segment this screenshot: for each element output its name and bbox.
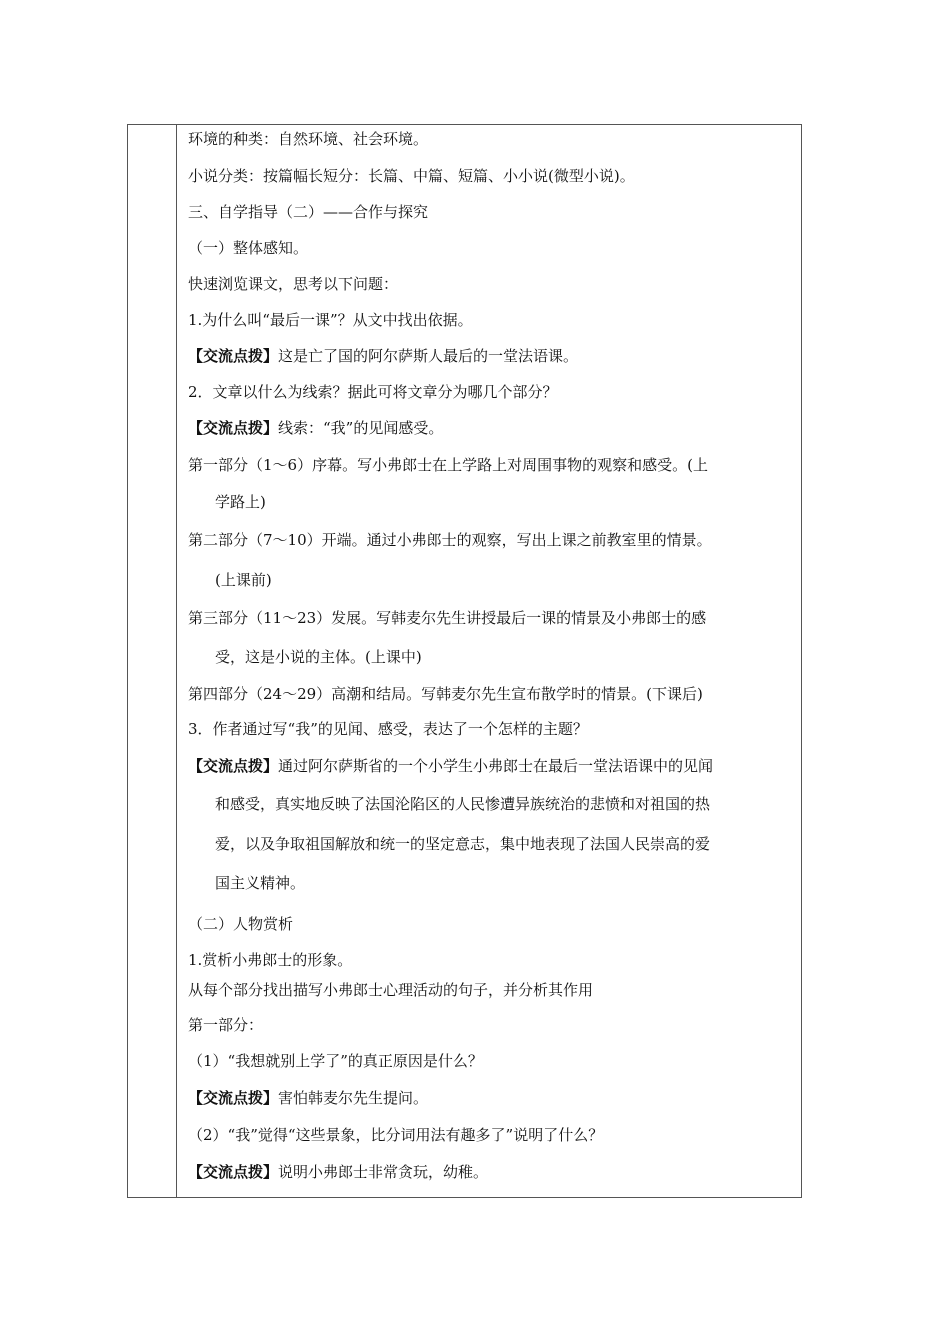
text-line: 爱，以及争取祖国解放和统一的坚定意志，集中地表现了法国人民崇高的爱 xyxy=(215,835,711,853)
answer-tag: 【交流点拨】 xyxy=(188,757,279,775)
lesson-table xyxy=(127,124,802,1198)
question: 3．作者通过写“我”的见闻、感受，表达了一个怎样的主题？ xyxy=(188,720,588,738)
answer-tag: 【交流点拨】 xyxy=(188,1089,279,1107)
text-line: 快速浏览课文，思考以下问题： xyxy=(188,275,399,293)
text-line: 受，这是小说的主体。(上课中) xyxy=(215,648,422,666)
answer: 【交流点拨】说明小弗郎士非常贪玩，幼稚。 xyxy=(188,1163,489,1181)
question: 1.为什么叫“最后一课”？从文中找出依据。 xyxy=(188,311,473,329)
text-line: 和感受，真实地反映了法国沦陷区的人民惨遭异族统治的悲愤和对祖国的热 xyxy=(215,795,711,813)
text-line: 环境的种类：自然环境、社会环境。 xyxy=(188,130,429,148)
text-line: 学路上) xyxy=(215,493,266,511)
text-line: 第一部分： xyxy=(188,1016,264,1034)
text-line: 从每个部分找出描写小弗郎士心理活动的句子，并分析其作用 xyxy=(188,981,594,999)
answer: 【交流点拨】线索：“我”的见闻感受。 xyxy=(188,419,444,437)
text-line: 第三部分（11～23）发展。写韩麦尔先生讲授最后一课的情景及小弗郎士的感 xyxy=(188,609,707,627)
text-line: 小说分类：按篇幅长短分：长篇、中篇、短篇、小小说(微型小说)。 xyxy=(188,167,635,185)
question: 2．文章以什么为线索？据此可将文章分为哪几个部分？ xyxy=(188,383,558,401)
text-line: 第四部分（24～29）高潮和结局。写韩麦尔先生宣布散学时的情景。(下课后) xyxy=(188,685,703,703)
question: （1）“我想就别上学了”的真正原因是什么？ xyxy=(188,1052,483,1070)
answer: 【交流点拨】通过阿尔萨斯省的一个小学生小弗郎士在最后一堂法语课中的见闻 xyxy=(188,757,714,775)
subsection-heading: （二）人物赏析 xyxy=(188,915,294,933)
answer: 【交流点拨】这是亡了国的阿尔萨斯人最后的一堂法语课。 xyxy=(188,347,579,365)
question: 1.赏析小弗郎士的形象。 xyxy=(188,951,353,969)
subsection-heading: （一）整体感知。 xyxy=(188,239,309,257)
answer-tag: 【交流点拨】 xyxy=(188,419,279,437)
text-line: 第一部分（1～6）序幕。写小弗郎士在上学路上对周围事物的观察和感受。(上 xyxy=(188,456,708,474)
text-line: (上课前) xyxy=(215,571,272,589)
table-left-column xyxy=(128,125,177,1197)
section-heading: 三、自学指导（二）——合作与探究 xyxy=(188,203,429,221)
answer-tag: 【交流点拨】 xyxy=(188,1163,279,1181)
text-line: 国主义精神。 xyxy=(215,874,306,892)
question: （2）“我”觉得“这些景象，比分词用法有趣多了”说明了什么？ xyxy=(188,1126,604,1144)
answer: 【交流点拨】害怕韩麦尔先生提问。 xyxy=(188,1089,429,1107)
answer-tag: 【交流点拨】 xyxy=(188,347,279,365)
text-line: 第二部分（7～10）开端。通过小弗郎士的观察，写出上课之前教室里的情景。 xyxy=(188,531,712,549)
